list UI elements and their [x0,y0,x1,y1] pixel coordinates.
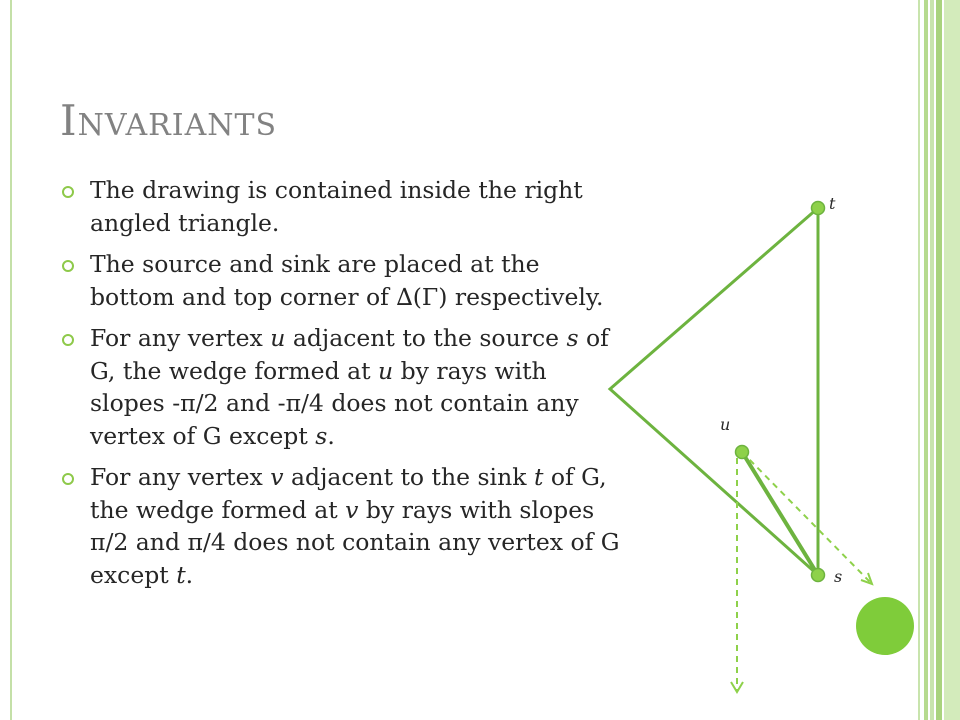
bullet-text-segment: of G, the wedge formed at [90,463,607,524]
bullet-text-segment: t [176,560,186,589]
vertex-s [812,569,825,582]
bullet-text-segment: by rays with slopes [358,495,595,524]
bullet-text-segment: s [315,421,328,450]
bullet-text-segment: /2 and - [195,389,286,417]
edge-s-to-u [742,452,818,575]
bullet-text-segment: by rays with slopes - [90,356,547,417]
vertex-u [736,446,749,459]
decorative-circle [856,597,914,655]
bullet-text-segment: /4 does not contain any vertex of G except [90,389,579,450]
bullet-text-segment: t [533,463,544,491]
bullet-text-segment: . [185,560,194,589]
bullet-text-segment: π [187,528,203,556]
bullet-text-segment: /2 and [105,528,188,556]
bullet-text-segment: The drawing is contained inside the right angled triangle. [90,176,583,237]
bullet-text-segment: . [327,421,335,450]
bullet-text-segment: s [566,324,579,352]
bullet-text-segment: π [285,389,302,417]
bullet-text-segment: respectively. [447,282,604,311]
label-s: s [834,567,843,586]
bullet-text-segment: For any vertex [90,463,271,491]
bullet-text-segment: π [90,528,106,556]
title-initial: I [60,96,78,145]
right-triangle [610,208,818,575]
bullet-text-segment: For any vertex [90,324,271,352]
bullet-text-segment: /4 does not contain any vertex of G except [90,528,620,589]
bullet-text-segment: u [378,356,394,385]
bullet-text-segment: u [270,324,286,352]
bullet-text-segment: The source and sink are placed at the bottom and top corner of [90,250,540,311]
bullet-text-segment: ∆(Γ) [396,282,448,311]
bullet-text-segment: adjacent to the source [285,324,567,352]
bullet-text-segment: v [270,463,284,491]
bullet-text-segment: of G, the wedge formed at [90,324,609,385]
vertex-t [812,202,825,215]
bullet-text-segment: adjacent to the sink [283,463,534,491]
label-t: t [829,194,836,213]
title-rest: NVARIANTS [77,108,278,143]
label-u: u [720,415,731,434]
bullet-text-segment: π [180,389,196,417]
bullet-text-segment: v [345,495,359,524]
